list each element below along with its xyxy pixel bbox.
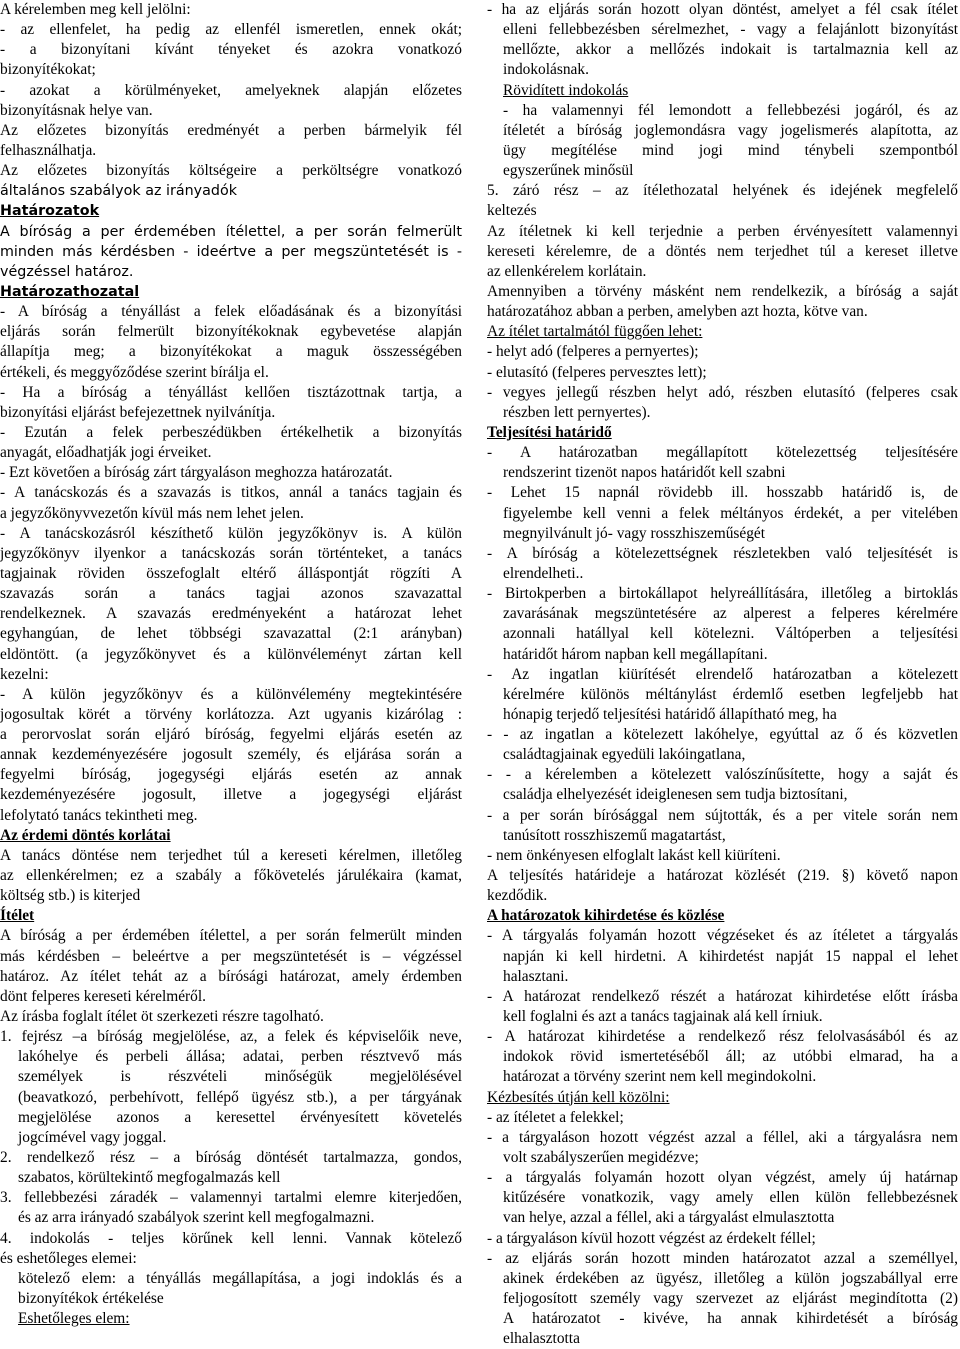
right-text-line: - elutasító (felperes pervesztes lett); (487, 363, 707, 381)
right-text-line: - - a kérelemben a kötelezett valószínűsítette, hogy a saját és (487, 766, 958, 784)
right-text-line: elleni fellebbezésben sérelmezhet, - vagy a felajánlott bizonyítást (503, 21, 958, 39)
left-text-line: jogcímével vagy joggal. (18, 1128, 167, 1146)
right-text-line: - ha valamennyi fél lemondott a fellebbezési jogáról, és az (503, 101, 958, 119)
left-text-line: Az előzetes bizonyítás eredményét a perben bármelyik fél (0, 121, 462, 139)
left-column (0, 0, 462, 1329)
right-text-line: azonnali hatállyal kell kötelezni. Váltóperben a teljesítési (503, 625, 958, 643)
right-text-line: - A határozatban megállapított kötelezettség teljesítésére (487, 444, 958, 462)
right-text-line: van helye, azzal a féllel, aki a tárgyalást elmulasztotta (503, 1209, 835, 1227)
right-text-line: halasztani. (503, 967, 569, 985)
left-text-line: kezdeményezésére jogosult, illetve a jogegységi eljárást (0, 786, 462, 804)
left-text-line: jegyzőkönyv ilyenkor a tanácskozás során történteket, a tanács (0, 544, 462, 562)
left-text-line: Ítélet (0, 907, 35, 925)
right-text-line: hónapig terjedő teljesítési határidő állapítható meg, ha (503, 705, 837, 723)
left-text-line: - Ezt követően a bíróság zárt tárgyaláson meghozza határozatát. (0, 464, 393, 482)
left-text-line: és eshetőleges elemei: (0, 1249, 137, 1267)
right-text-line: feljogosított személy vagy szervezet az eljárást megindította (2) (503, 1290, 958, 1307)
left-text-line: anyagát, előadhatják jogi érveiket. (0, 444, 212, 462)
left-text-line: - A bíróság a tényállást a felek előadásának és a bizonyítási (0, 303, 462, 321)
left-text-line: Az előzetes bizonyítás költségeire a perköltségre vonatkozó (0, 162, 462, 180)
left-text-line: szavazás során a tanács tagjai azonos szavazattal (0, 585, 462, 603)
right-text-line: tanúsított rosszhiszemű magatartást, (503, 826, 726, 844)
right-text-line: - a tárgyaláson hozott végzést azzal a féllel, aki a tárgyalásra nem (487, 1128, 958, 1146)
left-text-line: a jegyzőkönyvvezetőn kívül más nem lehet jelen. (0, 504, 304, 522)
left-text-line: bizonyítékok értékelése (18, 1290, 164, 1307)
right-text-line: - az eljárás során hozott minden határozatot azzal a személlyel, (487, 1249, 958, 1267)
right-text-line: rendszerint tizenöt napos határidőt kell szabni (503, 464, 786, 482)
right-text-line: kitűzésére vonatkozik, vagy amely ellen külön fellebbezésnek (503, 1189, 958, 1207)
left-text-line: - az ellenfelet, ha pedig az ellenfél ismeretlen, ennek okát; (0, 21, 462, 39)
left-text-line: bizonyítási eljárást befejezettnek nyilvánítja. (0, 403, 276, 421)
left-text-line: - A külön jegyzőkönyv és a különvélemény megtekintésére (0, 685, 462, 703)
right-text-line: - Az ingatlan kiürítését elrendelő határozatban a kötelezett (487, 665, 958, 683)
right-text-line: egyszerűnek minősül (503, 162, 634, 180)
left-text-line: 3. fellebbezési záradék – valamennyi tartalmi elemre kiterjedően, (0, 1189, 462, 1207)
right-text-line: A határozatok kihirdetése és közlése (487, 907, 725, 925)
left-text-line: - A tanácskozás és a szavazás is titkos, annál a tanács tagjain és (0, 484, 462, 502)
left-text-line: Eshetőleges elem: (18, 1310, 130, 1328)
right-text-line: - nem önkényesen elfoglalt lakást kell kiüríteni. (487, 846, 781, 864)
left-text-line: állapítja meg; a bizonyítékokat a maguk összességében (0, 343, 462, 361)
left-text-line: bizonyítékokat; (0, 61, 96, 79)
right-text-line: - az ítéletet a felekkel; (487, 1108, 624, 1126)
left-text-line: egyhangúan, de lehet többségi szavazattal (2:1 arányban) (0, 625, 462, 643)
right-text-line: indokok rövid ismertetéséből áll; az utóbbi elmarad, ha a (503, 1048, 958, 1066)
left-text-line: minden más kérdésben - ideértve a per megszüntetését is - (0, 243, 462, 260)
left-text-line: A tanács döntése nem terjedhet túl a kereseti kérelmen, illetőleg (0, 846, 462, 864)
right-text-line: határozat a törvény szerint nem kell megindokolni. (503, 1068, 817, 1086)
right-text-line: - Lehet 15 napnál rövidebb ill. hosszabb határidő is, de (487, 484, 958, 502)
right-text-line: Rövidített indokolás (503, 81, 629, 99)
right-text-line: Amennyiben a törvény másként nem rendelkezik, a bíróság a saját (487, 282, 958, 300)
left-text-line: 2. rendelkező rész – a bíróság döntését tartalmazza, gondos, (0, 1149, 462, 1167)
right-text-line: kell foglalni és azt a tanács tagjainak alá kell írniuk. (503, 1008, 823, 1026)
left-text-line: a perorvoslat során eljáró bíróság, fegyelmi eljárás esetén az (0, 726, 462, 744)
right-text-line: - Birtokperben a birtokállapot helyreállítására, illetőleg a birtoklás (487, 585, 958, 603)
right-text-line: Teljesítési határidő (487, 423, 612, 441)
right-text-line: elhalasztotta (503, 1330, 580, 1348)
left-text-line: költség stb.) is kiterjed (0, 887, 141, 905)
right-text-line: - A határozat rendelkező részét a határozat kihirdetése előtt írásba (487, 987, 958, 1005)
left-text-line: - a bizonyítani kívánt tényeket és azokra vonatkozó (0, 41, 462, 59)
right-text-line: - vegyes jellegű részben helyt adó, részben elutasító (felperes csak (487, 383, 958, 401)
left-text-line: Határozathozatal (0, 283, 140, 300)
right-text-line: - a tárgyalás folyamán hozott olyan végzést, amely új határnap (487, 1169, 958, 1187)
right-text-line: napján ki kell hirdetni. A kihirdetést napját 15 nappal el lehet (503, 947, 958, 965)
left-text-line: kezelni: (0, 665, 49, 683)
right-text-line: - - az ingatlan a kötelezett lakóhelye, egyúttal az ő és közvetlen (487, 726, 958, 744)
right-text-line: - a tárgyaláson kívül hozott végzést az érdekelt féllel; (487, 1229, 816, 1247)
right-column (487, 0, 958, 1349)
left-text-line: fegyelmi bíróság, jogegységi eljárás esetén az annak (0, 766, 462, 784)
right-text-line: Az ítélet tartalmától függően lehet: (487, 323, 703, 341)
right-text-line: kezdődik. (487, 887, 548, 905)
right-text-line: zavarásának megszüntetésére az alperest a felperes kérelmére (503, 605, 958, 623)
right-text-line: Az ítéletnek ki kell terjednie a perben érvényesített valamennyi (487, 222, 958, 240)
left-text-line: - Ezután a felek perbeszédükben értékelhetik a bizonyítás (0, 423, 462, 441)
left-text-line: 1. fejrész –a bíróság megjelölése, az, a felek és képviselőik neve, (0, 1028, 462, 1046)
right-text-line: kereseti kérelemre, de a döntés nem terjedhet túl a kereset illetve (487, 242, 958, 260)
left-text-line: általános szabályok az irányadók (0, 183, 237, 200)
left-text-line: lakóhelye és perbeli állása; adatai, perben résztvevő más (18, 1048, 462, 1066)
right-text-line: határozatához abban a perben, amelyben azt hozta, kötve van. (487, 303, 868, 321)
left-text-line: végzéssel határoz. (0, 263, 134, 280)
left-text-line: más kérdésben – beleértve a per megszüntetését is – végzéssel (0, 947, 462, 965)
left-text-line: A bíróság a per érdemében ítélettel, a per során felmerült (0, 223, 462, 240)
right-text-line: - A bíróság a kötelezettségnek részletekben való teljesítését is (487, 544, 958, 562)
left-text-line: A bíróság a per érdemében ítélettel, a per során felmerült minden (0, 927, 462, 945)
right-text-line: - a per során bírósággal nem sújtották, és a per vitele során nem (487, 806, 958, 824)
left-text-line: eljárás során felmerült bizonyítékoknak egybevetése alapján (0, 323, 462, 341)
left-text-line: - Ha a bíróság a tényállást kellően tisztázottnak tartja, a (0, 383, 462, 401)
left-text-line: szabatos, körültekintő megfogalmazás kell (18, 1169, 281, 1187)
left-text-line: eldöntött. (a jegyzőkönyvet és a különvéleményt zártan kell (0, 645, 462, 663)
right-text-line: - A tárgyalás folyamán hozott végzéseket és az ítéletet a tárgyalás (487, 927, 958, 945)
left-text-line: - azokat a körülményeket, amelyeknek alapján előzetes (0, 81, 462, 99)
left-text-line: rendelkeznek. A szavazás eredményeként a határozat lehet (0, 605, 462, 623)
left-text-line: megjelölése azonos a keresettel érvényesített követelés (18, 1108, 462, 1126)
right-text-line: megnyilvánult jó- vagy rosszhiszeműségét (503, 524, 766, 542)
left-text-line: bizonyításnak helye van. (0, 101, 153, 119)
left-text-line: értékeli, és meggyőződése szerint bírálja el. (0, 363, 269, 381)
left-text-line: (beavatkozó, perbehívott, fellépő ügyész stb.), a per tárgyának (18, 1088, 462, 1106)
right-text-line: ügy megítélése mind jogi mind ténybeli szempontból (503, 141, 958, 159)
left-text-line: dönt felperes kereseti kérelméről. (0, 987, 206, 1005)
left-text-line: Határozatok (0, 203, 100, 220)
left-text-line: jogosultak körét a törvény korlátozza. Azt ugyanis kizárólag : (0, 705, 462, 723)
right-text-line: - helyt adó (felperes a pernyertes); (487, 343, 699, 361)
right-text-line: határidőt három napban kell megállapítani. (503, 645, 768, 663)
left-text-line: határoz. Az ítélet tehát az a bírósági határozat, amely érdemben (0, 967, 462, 985)
left-text-line: annak kezdeményezésére jogosult személy, és eljárása során a (0, 746, 462, 764)
left-text-line: tagjainak röviden összefoglalt eltérő álláspontját rögzíti A (0, 564, 462, 582)
right-text-line: keltezés (487, 202, 537, 220)
right-text-line: kérelmére különös méltánylást érdemlő esetben legfeljebb hat (503, 685, 958, 703)
left-text-line: kötelező elem: a tényállás megállapítása, a jogi indoklás és a (18, 1269, 462, 1287)
right-text-line: figyelembe kell venni a felek méltányos érdekét, a per vitelében (503, 504, 958, 522)
right-text-line: volt szabályszerűen megidézve; (503, 1149, 699, 1167)
left-text-line: az ellenkérelmen; ez a szabály a főkövetelés járulékaira (kamat, (0, 867, 462, 885)
right-text-line: családtagjainak egyedüli lakóingatlana, (503, 746, 746, 764)
left-text-line: Az érdemi döntés korlátai (0, 826, 171, 844)
right-text-line: indokolásnak. (503, 61, 589, 79)
right-text-line: részben lett pernyertes). (503, 403, 651, 421)
right-text-line: akinek érdekében az ügyész, illetőleg a külön jogszabállyal erre (503, 1269, 958, 1287)
right-text-line: A teljesítés határideje a határozat közlését (219. §) követő napon (487, 867, 958, 885)
right-text-line: Kézbesítés útján kell közölni: (487, 1088, 670, 1106)
left-text-line: - A tanácskozásról készíthető külön jegyzőkönyv is. A külön (0, 524, 462, 542)
left-text-line: 4. indokolás - teljes körűnek kell lenni. Vannak kötelező (0, 1229, 462, 1247)
right-text-line: 5. záró rész – az ítélethozatal helyének és idejének megfelelő (487, 182, 958, 200)
right-text-line: - ha az eljárás során hozott olyan döntést, amelyet a fél csak ítélet (487, 1, 958, 18)
left-text-line: felhasználhatja. (0, 141, 97, 159)
left-text-line: A kérelemben meg kell jelölni: (0, 1, 191, 18)
right-text-line: - A határozat kihirdetése a rendelkező rész felolvasásából és az (487, 1028, 958, 1046)
left-text-line: személyek is részvételi minőségük megjelölésével (18, 1068, 462, 1086)
right-text-line: mellőzte, akkor a mellőzés indokait is tartalmaznia kell az (503, 41, 958, 59)
left-text-line: és az arra irányadó szabályok szerint kell megfogalmazni. (18, 1209, 375, 1227)
right-text-line: az ellenkérelem korlátain. (487, 262, 647, 280)
right-text-line: elrendelheti.. (503, 564, 584, 582)
left-text-line: Az írásba foglalt ítélet öt szerkezeti részre tagolható. (0, 1008, 324, 1026)
right-text-line: A határozatot - kivéve, ha annak kihirdetését a bíróság (503, 1310, 958, 1328)
right-text-line: családja elhelyezését ideiglenesen sem tudja biztosítani, (503, 786, 848, 804)
left-text-line: lefolytató tanács tekintheti meg. (0, 806, 198, 824)
right-text-line: ítéletét a bíróság joglemondásra vagy jogelismerés alapította, az (503, 121, 958, 139)
